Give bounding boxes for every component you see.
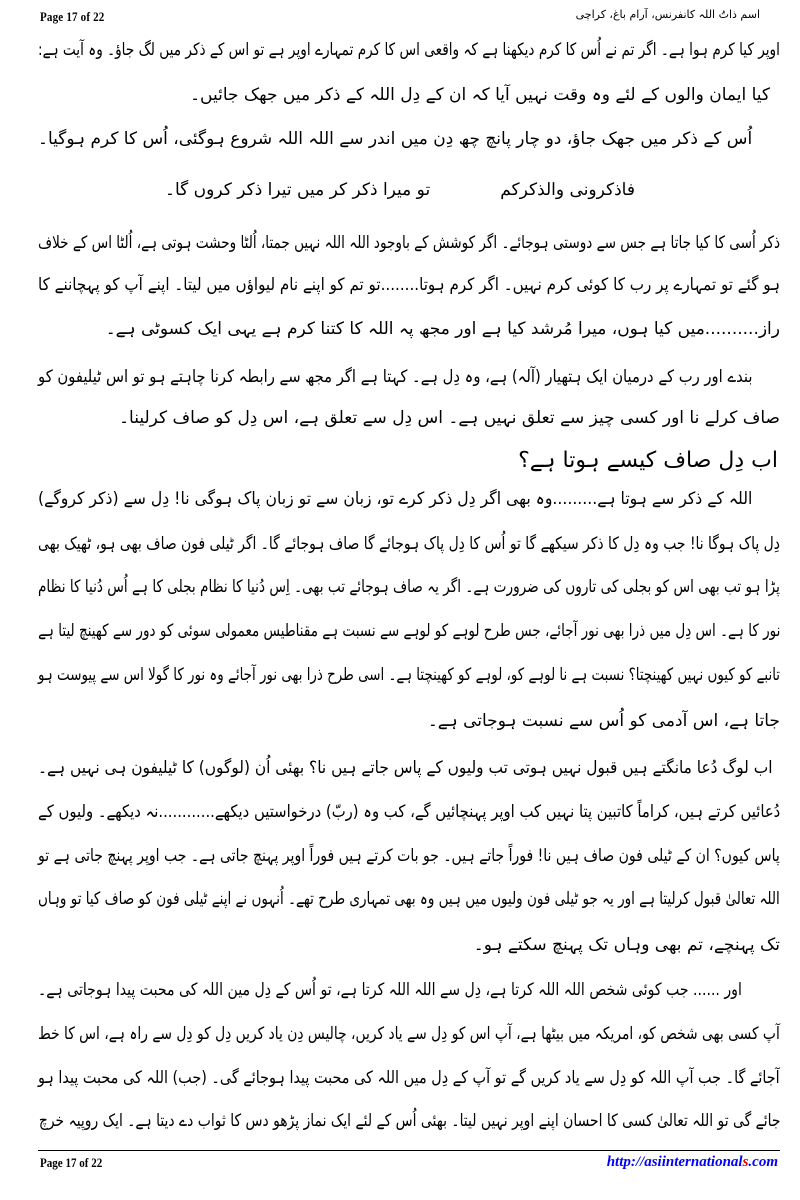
- website-link[interactable]: [607, 1154, 778, 1171]
- text-line: [38, 126, 752, 152]
- text-line-content: تک پہنچے، تم بھی وہاں تک پہنچ سکتے ہو۔: [473, 935, 780, 955]
- text-line-content: آجائے گا۔ جب آپ اللہ کو دِل سے یاد کریں گے تو آپ کے دِل میں اللہ کی محبت پیدا ہوجائے گی۔ (جب) اللہ کی محبت پیدا ہو: [38, 1068, 780, 1088]
- link-text-end: .com: [748, 1154, 778, 1170]
- text-line-content: اُس کے ذکر میں جھک جاؤ، دو چار پانچ چھ دِن میں اندر سے اللہ اللہ شروع ہوگئی، اُس کا کرم ہوگیا۔: [37, 129, 752, 149]
- text-line-content: اب لوگ دُعا مانگتے ہیں قبول نہیں ہوتی تب ولیوں کے پاس جاتے ہیں نا؟ بھئی اُن (لوگوں) کا ٹیلیفون ہی نہیں ہے۔: [37, 758, 772, 778]
- text-line: [38, 316, 780, 342]
- text-line: [38, 977, 742, 1003]
- text-line: [38, 886, 780, 912]
- text-line: [38, 405, 780, 431]
- verse-arabic: فاذكرونی والذكركم: [500, 180, 635, 200]
- header-page-number: Page 17 of 22: [40, 9, 105, 24]
- text-line-content: ذکر اُسی کا کیا جاتا ہے جس سے دوستی ہوجائے۔ اگر کوشش کے باوجود اللہ اللہ نہیں جمتا، اُلٹا وحشت ہوتی ہے، اُلٹا اس کے خلاف: [37, 233, 780, 253]
- text-line: [38, 799, 780, 825]
- text-line-content: اللہ کے ذکر سے ہوتا ہے.........وہ بھی اگر دِل ذکر کرے تو، زبان سے تو زبان پاک ہوگی نا! دِل سے (ذکر کروگے): [37, 489, 752, 509]
- text-line-content: آپ کسی بھی شخص کو، امریکہ میں بیٹھا ہے، آپ اس کو دِل سے یاد کریں، چالیس دِن یاد کریں دِل کو دِل سے راہ ہے، اس کا خط: [38, 1024, 780, 1044]
- text-line: [38, 662, 780, 688]
- text-line-content: دُعائیں کرتے ہیں، کراماً کاتبین پتا نہیں کب اوپر پہنچائیں گے، کب وہ (ربّ) درخواستیں دیکھے............نہ دیکھے۔ ولیوں کے: [37, 802, 780, 822]
- text-line: [38, 708, 780, 734]
- text-line-content: دِل پاک ہوگا نا! جب وہ دِل کا ذکر سیکھے گا تو اُس کا دِل پاک ہوجائے گا صاف ہوجائے گا۔ اگر ٹیلی فون صاف بھی ہو، ٹھیک بھی: [38, 534, 780, 554]
- text-line: [38, 932, 780, 958]
- text-line: [38, 843, 780, 869]
- link-text-start: http://asiinternational: [606, 1154, 743, 1170]
- text-line-content: اوپر کیا کرم ہوا ہے۔ اگر تم نے اُس کا کرم دیکھنا ہے کہ واقعی اس کا کرم تمہارے اوپر ہے تو اس کے ذکر میں لگ جاؤ۔ وہ آیت ہے:: [38, 40, 780, 60]
- text-line: [38, 531, 780, 557]
- text-line: [38, 1065, 780, 1091]
- text-line: [38, 1021, 780, 1047]
- text-line-content: جائے گی تو اللہ تعالیٰ کسی کا احسان اپنے اوپر نہیں لیتا۔ بھئی اُس کے لئے ایک نماز پڑھو دس کا ثواب دے دیتا ہے۔ ایک روپیہ خرچ: [38, 1111, 780, 1131]
- text-line: [38, 1108, 780, 1134]
- text-line: [38, 618, 780, 644]
- header-document-title: اسم ذاتُ اللہ کانفرنس، آرام باغ، کراچی: [575, 8, 760, 21]
- text-line-content: اور ...... جب کوئی شخص اللہ اللہ کرتا ہے، دِل سے اللہ اللہ کرتا ہے، تو اُس کے دِل مین اللہ کی محبت پیدا ہوجاتی ہے۔: [38, 980, 742, 1000]
- text-line-content: جاتا ہے، اس آدمی کو اُس سے نسبت ہوجاتی ہے۔: [427, 711, 780, 731]
- section-heading: [38, 448, 778, 474]
- text-line-content: ہو گئے تو تمہارے پر رب کا کوئی کرم نہیں۔ اگر کرم ہوتا........تو تم کو اپنے نام لیواؤں میں لیتا۔ اپنے آپ کو پہچاننے کا: [38, 275, 780, 295]
- text-line-content: راز..........میں کیا ہوں، میرا مُرشد کیا ہے اور مجھ پہ اللہ کا کتنا کرم ہے یہی ایک کسوٹی ہے۔: [105, 319, 780, 339]
- text-line-content: صاف کرلے نا اور کسی چیز سے تعلق نہیں ہے۔ اس دِل سے تعلق ہے، اس دِل کو صاف کرلینا۔: [119, 408, 780, 428]
- footer-divider: [38, 1150, 780, 1151]
- verse-translation: تو میرا ذکر کر میں تیرا ذکر کروں گا۔: [165, 180, 431, 200]
- text-line-content: تانبے کو کیوں نہیں کھینچتا؟ نسبت ہے نا لوہے کو، لوہے کو کھینچتا ہے۔ اسی طرح ذرا بھی نور آجائے وہ نور کا گولا اس سے پیوست ہو: [37, 665, 780, 685]
- text-line: [38, 230, 780, 256]
- text-line-content: پڑا ہو تب بھی اس کو بجلی کی تاروں کی ضرورت ہے۔ اگر یہ صاف ہوجائے تب بھی۔ اِس دُنیا کا نظام بجلی کا ہے اُس دُنیا کا نظام: [38, 577, 780, 597]
- text-line: [38, 364, 752, 390]
- text-line-content: پاس کیوں؟ ان کے ٹیلی فون صاف ہیں نا! فوراً جاتے ہیں۔ جو بات کرتے ہیں فوراً اوپر پہنچ جاتی ہے۔ جب اوپر پہنچ جاتی ہے تو: [38, 846, 780, 866]
- text-line-content: کیا ایمان والوں کے لئے وہ وقت نہیں آیا کہ ان کے دِل اللہ کے ذکر میں جھک جائیں۔: [190, 85, 770, 105]
- text-line: [38, 37, 780, 63]
- text-line-content: نور کا ہے۔ اس دِل میں ذرا بھی نور آجائے، جس طرح لوہے کو لوہے سے نسبت ہے مقناطیس معمولی سوئی کو دور سے کھینچ لیتا ہے: [37, 621, 780, 641]
- text-line: [38, 272, 780, 298]
- footer-page-number: Page 17 of 22: [40, 1155, 103, 1170]
- link-text-highlight: s: [742, 1154, 749, 1170]
- text-line: [38, 486, 752, 512]
- text-line-content: بندے اور رب کے درمیان ایک ہتھیار (آلہ) ہے، وہ دِل ہے۔ کہتا ہے اگر مجھ سے رابطہ کرنا چاہتے ہو تو اس ٹیلیفون کو: [37, 367, 752, 387]
- quranic-verse: [0, 176, 800, 204]
- text-line: [38, 82, 770, 108]
- text-line: [38, 574, 780, 600]
- text-line-content: اب دِل صاف کیسے ہوتا ہے؟: [518, 448, 778, 473]
- text-line: [38, 755, 772, 781]
- text-line-content: اللہ تعالیٰ قبول کرلیتا ہے اور یہ جو ٹیلی فون ولیوں میں ہیں وہ بھی تمہاری طرح تھے۔ اُنہوں نے اپنے ٹیلی فون کو صاف کیا تو وہاں: [38, 889, 780, 909]
